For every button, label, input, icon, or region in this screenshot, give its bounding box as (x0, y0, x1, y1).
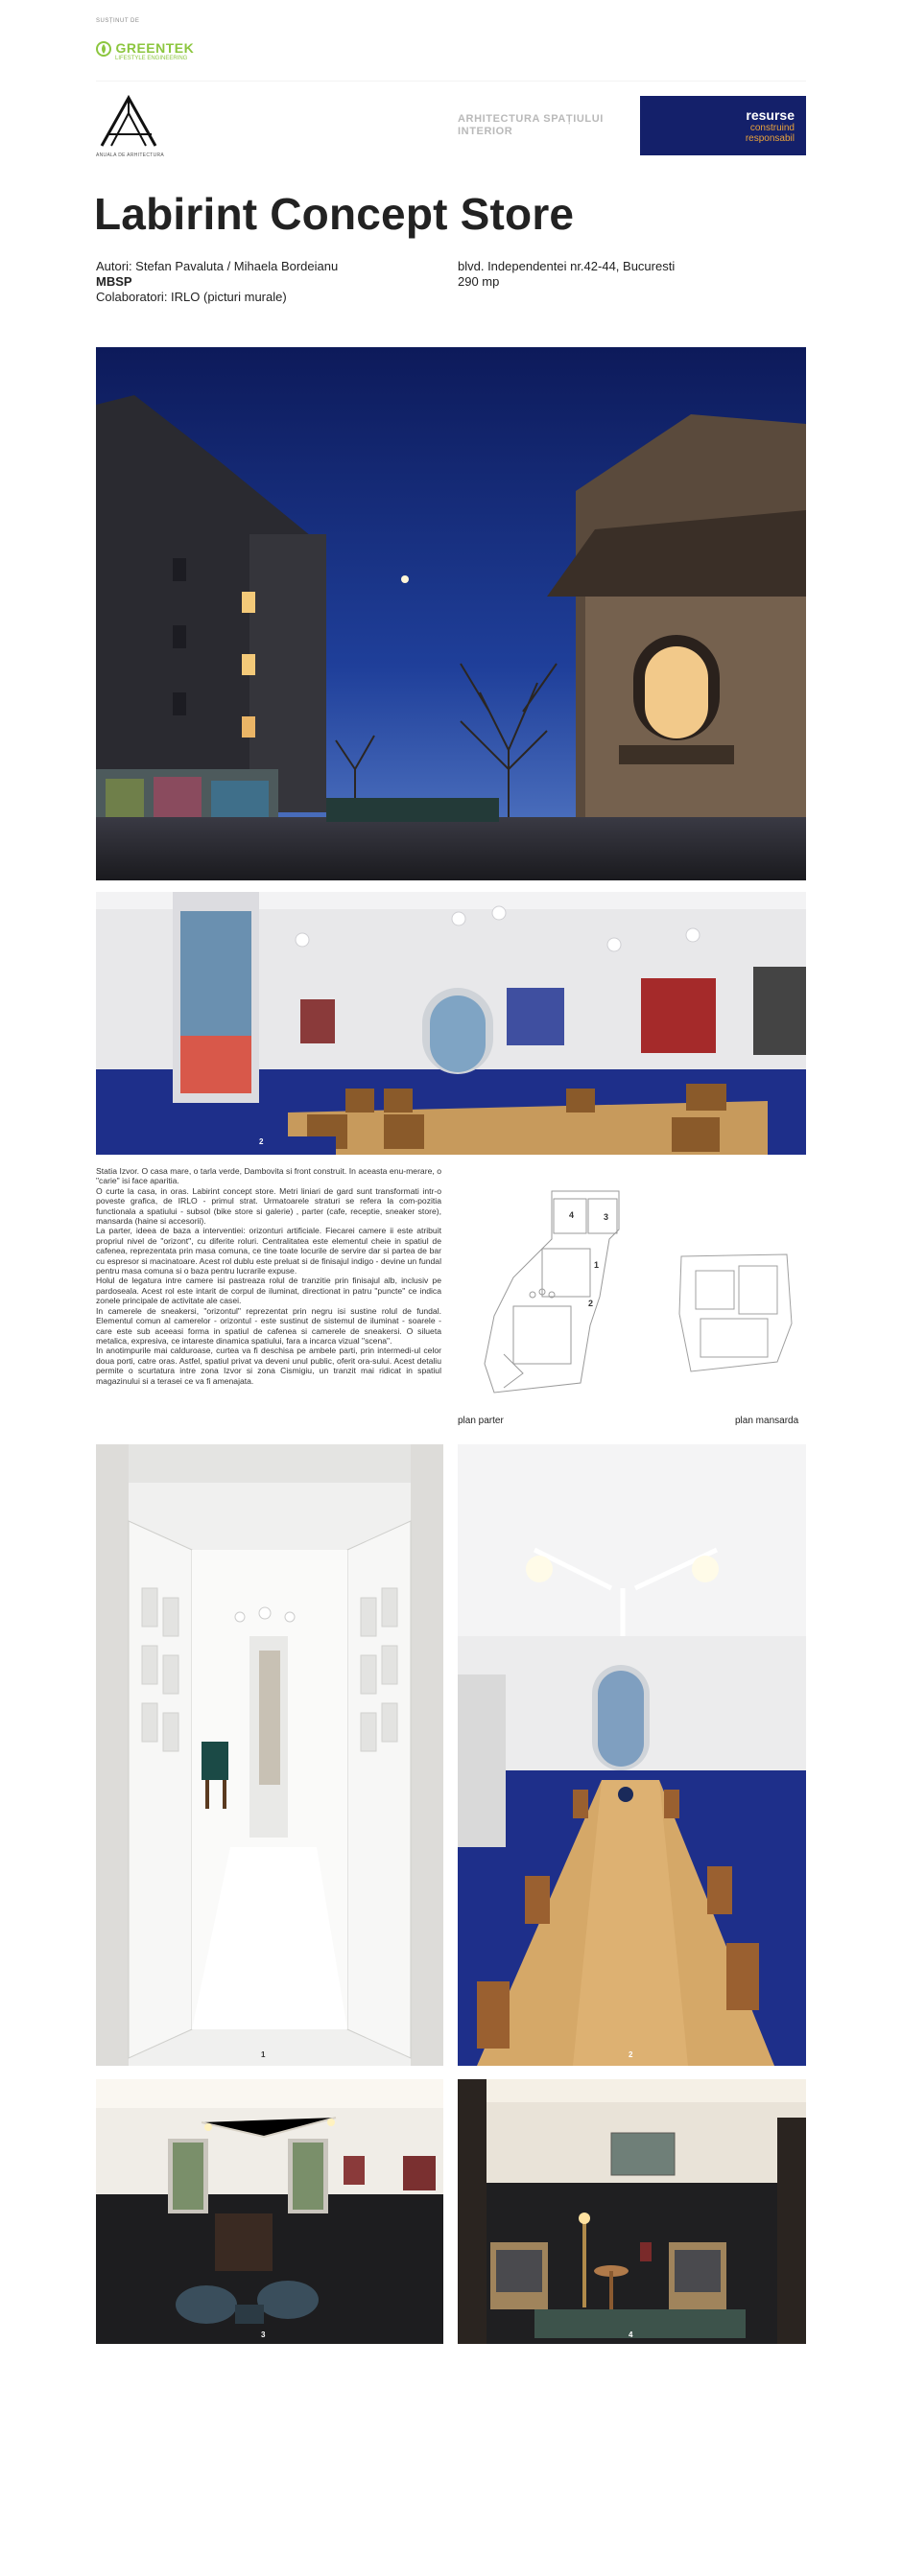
project-area: 290 mp (458, 274, 500, 289)
room-number: 2 (588, 1299, 594, 1308)
plan-ground-floor (475, 1182, 657, 1402)
description-paragraph: O curte la casa, in oras. Labirint concept store. Metri liniari de gard sunt transformati intr-o poveste grafica, de IRLO - primul strat. Urmatoarele straturi se refera la com-pozitia functionala a spatiului - subsol (bike store si galerie) , parter (cafe, receptie, sneaker store), mansarda (haine si accesorii). (96, 1185, 441, 1227)
project-location-block (458, 259, 675, 290)
greentek-tagline: LIFESTYLE ENGINEERING (115, 56, 188, 62)
corridor-photo-caption: 1 (261, 2050, 266, 2059)
sponsor-label: SUSȚINUT DE (96, 18, 140, 24)
greentek-logo (96, 40, 194, 61)
lounge-right-caption: 4 (629, 2330, 633, 2339)
anuala-a-icon (96, 94, 163, 148)
project-collaborators: Colaboratori: IRLO (picturi murale) (96, 290, 287, 304)
lounge-left-caption: 3 (261, 2330, 266, 2339)
anuala-label: ANUALA DE ARHITECTURA (96, 152, 165, 158)
interior-photo-cafe (96, 892, 806, 1155)
hero-photo-exterior (96, 347, 806, 880)
greentek-name: GREENTEK (115, 40, 195, 57)
leaf-icon (96, 40, 111, 58)
project-description (96, 1166, 441, 1386)
category-title (458, 113, 604, 138)
project-address: blvd. Independentei nr.42-44, Bucuresti (458, 259, 676, 273)
project-authors: Autori: Stefan Pavaluta / Mihaela Bordeianu (96, 259, 339, 273)
category-line-1: ARHITECTURA SPAȚIULUI (458, 113, 604, 125)
corridor-photo (96, 1444, 443, 2066)
communal-table-photo (458, 1444, 806, 2066)
resurse-logo (640, 96, 806, 155)
project-title: Labirint Concept Store (94, 189, 575, 239)
project-authors-block (96, 259, 338, 305)
category-line-2: INTERIOR (458, 126, 513, 137)
plan-attic (672, 1247, 796, 1391)
lounge-photo-right (458, 2079, 806, 2344)
description-paragraph: In camerele de sneakersi, "orizontul" reprezentat prin negru isi sustine rolul de fundal. Elementul comun al camerelor - orizontul - este sustinut de sistemul de iluminat - soarele - care este sub aceeasi forma in spatiul de cafenea si camerele de sneakersi. O silueta metalica, expresiva, ce intareste dinamica spatiului, fara a incarca vizual "scena". (96, 1305, 441, 1346)
anuala-logo (96, 94, 173, 158)
plan-ground-label: plan parter (458, 1416, 504, 1426)
description-paragraph: Holul de legatura intre camere isi pastreaza rolul de tranzitie prin finisajul alb, inclusiv pe pardoseala. Acest rol este intarit de corpul de iluminat, directionat in patru "puncte" ce indica zonele principale de activitate ale casei. (96, 1276, 441, 1306)
description-paragraph: La parter, ideea de baza a interventiei: orizonturi artificiale. Fiecarei camere ii este atribuit propriul nivel de "orizont", cu diferite roluri. Centralitatea este elementul cheie in spatiul de cafenea, reprezentata prin masa comuna, ce tine toate locurile de servire dar si partea de bar cu espresor si macinatoare. Acest rol dublu este preluat si de finisajul indigo - devine un fundal pentru masa comuna si o baza pentru lucrarile expuse. (96, 1226, 441, 1276)
plan-attic-label: plan mansarda (735, 1416, 799, 1426)
room-number: 1 (594, 1260, 600, 1270)
room-number: 4 (569, 1210, 575, 1220)
lounge-photo-left (96, 2079, 443, 2344)
resurse-name: resurse (746, 107, 795, 123)
description-paragraph: Statia Izvor. O casa mare, o tarla verde, Dambovita si front construit. In aceasta enu-merare, o "carie" isi face aparitia. (96, 1166, 441, 1186)
room-number: 3 (604, 1212, 609, 1222)
resurse-tag-2: responsabil (745, 133, 795, 144)
project-firm: MBSP (96, 274, 132, 289)
description-paragraph: In anotimpurile mai calduroase, curtea va fi deschisa pe ambele parti, prin intermedi-ul celor doua porti, catre oras. Astfel, spatiul privat va deveni unul public, oferit ora-sului. Acest detaliu permite o scurtatura intre zona Izvor si zona Cismigiu, un tranzit mai ridicat in spatiul magazinului si a terasei ce va fi amenajata. (96, 1346, 441, 1386)
resurse-tag-1: construind (749, 123, 795, 133)
interior-photo-caption: 2 (259, 1137, 264, 1146)
header-top-rule (96, 81, 806, 82)
table-photo-caption: 2 (629, 2050, 633, 2059)
